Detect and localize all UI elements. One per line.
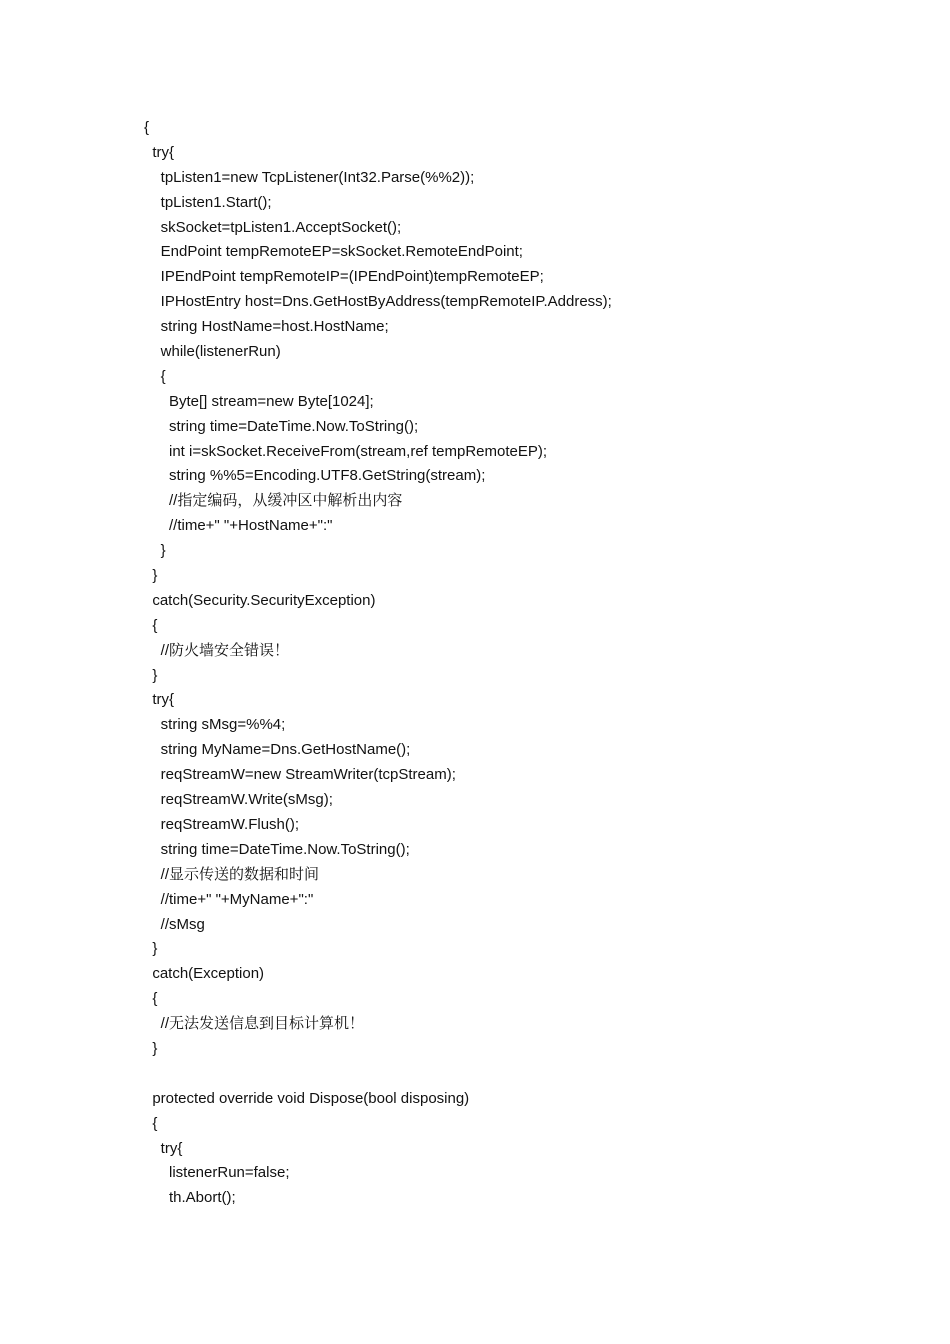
code-line: try{ bbox=[144, 691, 175, 709]
code-line: } bbox=[144, 542, 166, 560]
code-line: IPHostEntry host=Dns.GetHostByAddress(tempRemoteIP.Address); bbox=[144, 293, 612, 311]
code-line: { bbox=[144, 367, 166, 385]
code-comment-line: //无法发送信息到目标计算机！ bbox=[144, 1015, 365, 1033]
code-line: string MyName=Dns.GetHostName(); bbox=[144, 741, 411, 759]
code-line: Byte[] stream=new Byte[1024]; bbox=[144, 392, 374, 410]
code-comment-line: //防火墙安全错误！ bbox=[144, 641, 290, 659]
code-line: string time=DateTime.Now.ToString(); bbox=[144, 840, 410, 858]
code-comment-line: //time+" "+HostName+":" bbox=[144, 517, 333, 535]
code-line: reqStreamW=new StreamWriter(tcpStream); bbox=[144, 766, 456, 784]
code-line: catch(Security.SecurityException) bbox=[144, 591, 376, 609]
code-line: } bbox=[144, 567, 158, 585]
code-line: th.Abort(); bbox=[144, 1189, 236, 1207]
code-line: catch(Exception) bbox=[144, 965, 265, 983]
code-line: } bbox=[144, 940, 158, 958]
code-line: skSocket=tpListen1.AcceptSocket(); bbox=[144, 218, 402, 236]
blank-line bbox=[144, 1062, 884, 1087]
code-line: { bbox=[144, 1114, 158, 1132]
code-line: tpListen1.Start(); bbox=[144, 193, 272, 211]
code-line: listenerRun=false; bbox=[144, 1164, 290, 1182]
code-line: reqStreamW.Write(sMsg); bbox=[144, 791, 333, 809]
code-line: tpListen1=new TcpListener(Int32.Parse(%%2)); bbox=[144, 168, 475, 186]
code-line: protected override void Dispose(bool disposing) bbox=[144, 1089, 470, 1107]
code-comment-line: //time+" "+MyName+":" bbox=[144, 890, 314, 908]
code-line: reqStreamW.Flush(); bbox=[144, 815, 300, 833]
code-line: string HostName=host.HostName; bbox=[144, 318, 389, 336]
code-line: string %%5=Encoding.UTF8.GetString(stream); bbox=[144, 467, 486, 485]
code-comment-line: //指定编码，从缓冲区中解析出内容 bbox=[144, 492, 403, 510]
code-line: try{ bbox=[144, 1139, 183, 1157]
code-listing bbox=[144, 116, 884, 1211]
code-line: int i=skSocket.ReceiveFrom(stream,ref tempRemoteEP); bbox=[144, 442, 548, 460]
code-line: } bbox=[144, 666, 158, 684]
code-line: string sMsg=%%4; bbox=[144, 716, 286, 734]
code-line: } bbox=[144, 1039, 158, 1057]
code-line: try{ bbox=[144, 143, 175, 161]
code-comment-line: //显示传送的数据和时间 bbox=[144, 865, 320, 883]
code-line: while(listenerRun) bbox=[144, 343, 281, 361]
code-line: { bbox=[144, 119, 150, 136]
code-line: { bbox=[144, 616, 158, 634]
code-line: EndPoint tempRemoteEP=skSocket.RemoteEndPoint; bbox=[144, 243, 523, 261]
code-line: string time=DateTime.Now.ToString(); bbox=[144, 417, 419, 435]
code-line: IPEndPoint tempRemoteIP=(IPEndPoint)tempRemoteEP; bbox=[144, 268, 544, 286]
code-line: { bbox=[144, 990, 158, 1008]
code-comment-line: //sMsg bbox=[144, 915, 205, 933]
